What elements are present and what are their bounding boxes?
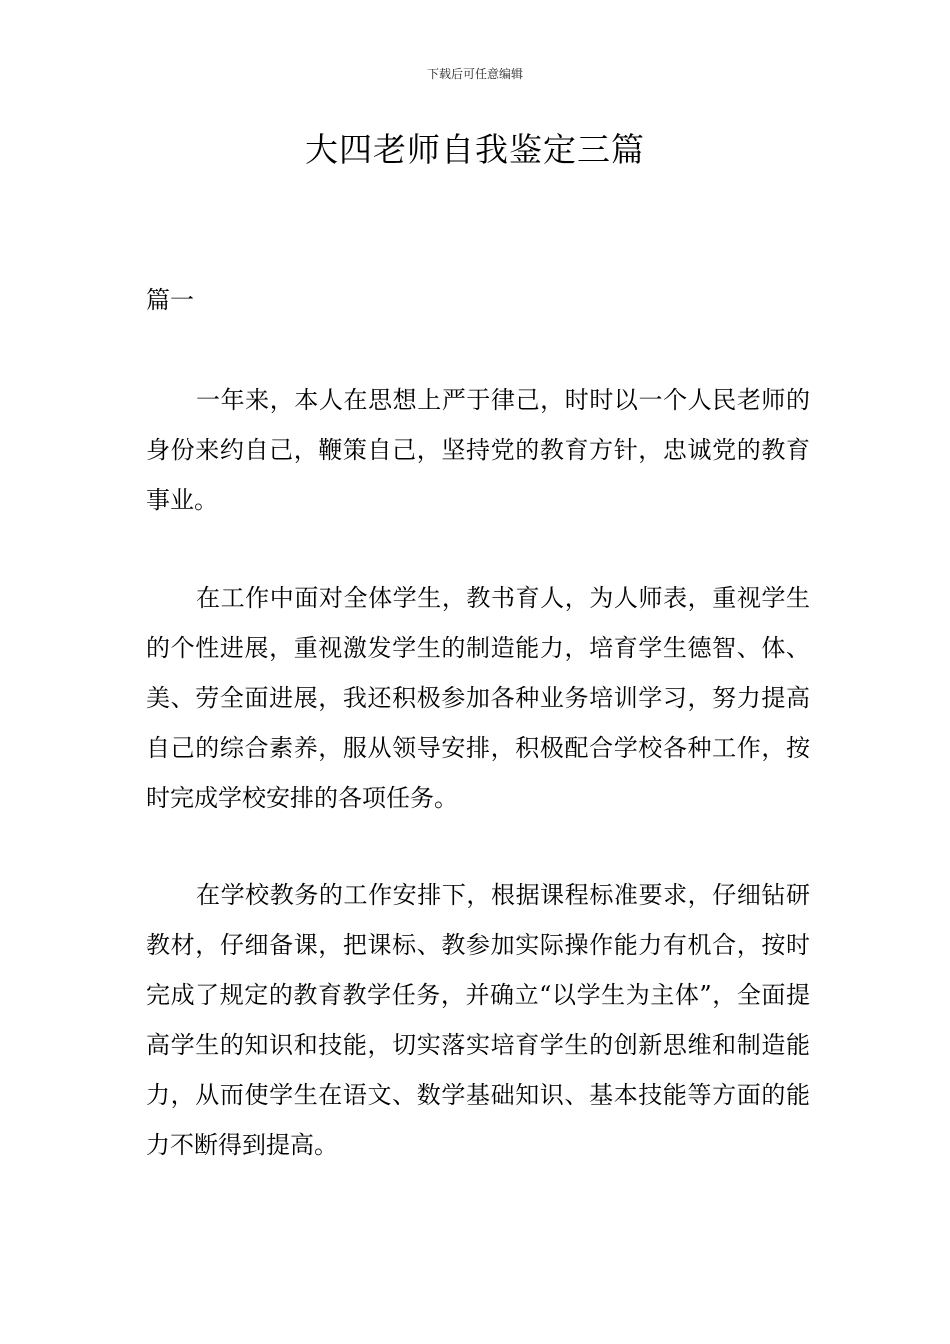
header-note: 下载后可任意编辑	[426, 67, 523, 81]
paragraph-3: 在学校教务的工作安排下，根据课程标准要求，仔细钻研教材，仔细备课，把课标、教参加实际操作能力有机合，按时完成了规定的教育教学任务，并确立“以学生为主体”，全面提高学生的知识和技能，切实落实培育学生的创新思维和制造能力，从而使学生在语文、数学基础知识、基本技能等方面的能力不断得到提高。	[146, 881, 810, 1159]
document-title: 大四老师自我鉴定三篇	[305, 130, 645, 169]
section-label: 篇一	[146, 286, 194, 314]
paragraph-2: 在工作中面对全体学生，教书育人，为人师表，重视学生的个性进展，重视激发学生的制造能力，培育学生德智、体、美、劳全面进展，我还积极参加各种业务培训学习，努力提高自己的综合素养，服从领导安排，积极配合学校各种工作，按时完成学校安排的各项任务。	[146, 584, 810, 812]
paragraph-1: 一年来，本人在思想上严于律己，时时以一个人民老师的身份来约自己，鞭策自己，坚持党的教育方针，忠诚党的教育事业。	[146, 386, 810, 514]
